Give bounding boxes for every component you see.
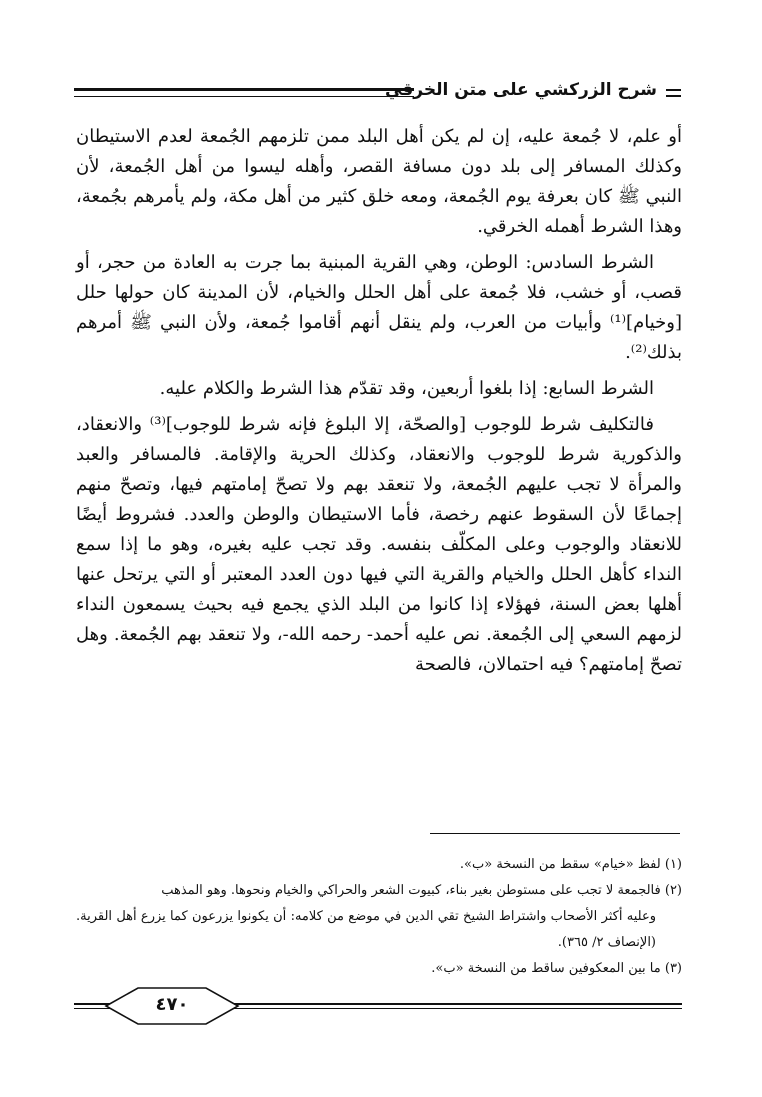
paragraph-2: الشرط السادس: الوطن، وهي القرية المبنية بما جرت به العادة من حجر، أو قصب، أو خشب، فلا جُمعة على أهل الحلل والخيام، لأن المدينة كان حولها حلل [وخيام]⁽¹⁾ وأبيات من العرب، ولم ينقل أنهم أقاموا جُمعة، ولأن النبي ﷺ أمرهم بذلك⁽²⁾. (76, 252, 682, 363)
page-number-rule-right (218, 1003, 682, 1009)
footnote-1: (١) لفظ «خيام» سقط من النسخة «ب». (459, 857, 682, 872)
main-text (76, 122, 682, 686)
paragraph-1: أو علم، لا جُمعة عليه، إن لم يكن أهل البلد ممن تلزمهم الجُمعة لعدم الاستيطان وكذلك المسافر إلى بلد دون مسافة القصر، وأهله ليسوا من أهل الجُمعة، لأن النبي ﷺ كان بعرفة يوم الجُمعة، ومعه خلق كثير من أهل مكة، ولم يأمرهم بجُمعة، وهذا الشرط أهمله الخرقي. (76, 126, 682, 237)
footnote-3: (٣) ما بين المعكوفين ساقط من النسخة «ب». (431, 961, 682, 976)
paragraph-4: فالتكليف شرط للوجوب [والصحّة، إلا البلوغ فإنه شرط للوجوب]⁽³⁾ والانعقاد، والذكورية شرط للوجوب والانعقاد، وكذلك الحرية والإقامة. فالمسافر والعبد والمرأة لا تجب عليهم الجُمعة، ولا تنعقد بهم ولا تصحّ إمامتهم فيها، وتصحّ منهم إجماعًا لأن السقوط عنهم رخصة، فأما الاستيطان والوطن والعدد. فشروط أيضًا للانعقاد والوجوب وعلى المكلّف بنفسه. وقد تجب عليه بغيره، وهو ما إذا سمع النداء كأهل الحلل والخيام والقرية التي فيها دون العدد المعتبر أو التي يرتحل عنها أهلها بعض السنة، فهؤلاء إذا كانوا من البلد الذي يجمع فيه بحيث يسمعون النداء لزمهم السعي إلى الجُمعة. نص عليه أحمد- رحمه الله-، ولا تنعقد بهم الجُمعة. وهل تصحّ إمامتهم؟ فيه احتمالان، فالصحة (76, 414, 682, 675)
header-equals-mark (666, 89, 681, 97)
running-header (74, 78, 681, 108)
header-title: شرح الزركشي على متن الخرقي (384, 80, 657, 100)
footnote-2-continued: وعليه أكثر الأصحاب واشتراط الشيخ تقي الدين في موضع من كلامه: أن يكونوا يزرعون كما يزرع أهل القرية. (الإنصاف ٢/ ٣٦٥). (76, 909, 656, 950)
footnotes (76, 852, 682, 982)
page-number: ٤٧٠ (155, 994, 189, 1015)
paragraph-3: الشرط السابع: إذا بلغوا أربعين، وقد تقدّم هذا الشرط والكلام عليه. (159, 378, 654, 399)
footnote-2: (٢) فالجمعة لا تجب على مستوطن بغير بناء، كبيوت الشعر والحراكي والخيام ونحوها. وهو المذهب (161, 883, 682, 898)
header-double-rule (74, 88, 414, 97)
footnote-separator (430, 833, 680, 834)
